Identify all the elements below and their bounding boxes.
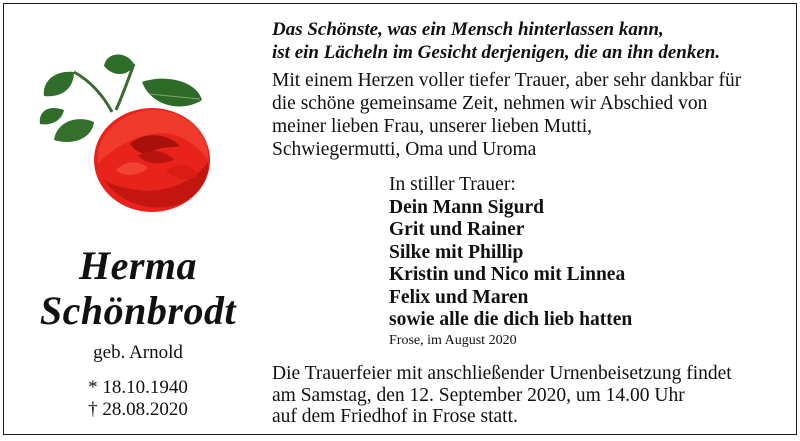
deceased-last-name: Schönbrodt [39, 288, 237, 333]
mourner-name: sowie alle die dich lieb hatten [389, 309, 633, 330]
message-line: meiner lieben Frau, unserer lieben Mutti, [272, 116, 593, 137]
obituary-notice [3, 3, 797, 435]
message-line: Mit einem Herzen voller tiefer Trauer, aber sehr dankbar für [272, 70, 742, 91]
death-date: † 28.08.2020 [88, 399, 188, 420]
mourners-list [389, 174, 789, 332]
mourner-name: Felix und Maren [389, 286, 529, 308]
quote-line: ist ein Lächeln im Gesicht derjenigen, die an ihn denken. [272, 42, 721, 63]
birth-date: * 18.10.1940 [88, 377, 188, 398]
life-dates [14, 377, 262, 421]
place-and-date: Frose, im August 2020 [389, 333, 517, 348]
rose-icon [34, 52, 229, 222]
birth-name: geb. Arnold [93, 342, 183, 363]
mourner-name: Dein Mann Sigurd [389, 196, 544, 218]
mourner-name: Grit und Rainer [389, 219, 525, 240]
funeral-line: am Samstag, den 12. September 2020, um 14.00 Uhr [272, 384, 685, 406]
memorial-quote [272, 18, 792, 64]
deceased-first-name: Herma [78, 243, 198, 288]
funeral-line: auf dem Friedhof in Frose statt. [272, 406, 518, 427]
message-line: Schwiegermutti, Oma und Uroma [272, 139, 537, 160]
mourner-name: Silke mit Phillip [389, 241, 524, 263]
funeral-details [272, 363, 792, 428]
mourners-intro: In stiller Trauer: [389, 174, 516, 195]
message-line: die schöne gemeinsame Zeit, nehmen wir Abschied von [272, 93, 708, 114]
quote-line: Das Schönste, was ein Mensch hinterlassen kann, [272, 19, 664, 40]
farewell-message [272, 69, 792, 161]
mourner-name: Kristin und Nico mit Linnea [389, 264, 626, 285]
funeral-line: Die Trauerfeier mit anschließender Urnenbeisetzung findet [272, 363, 732, 384]
